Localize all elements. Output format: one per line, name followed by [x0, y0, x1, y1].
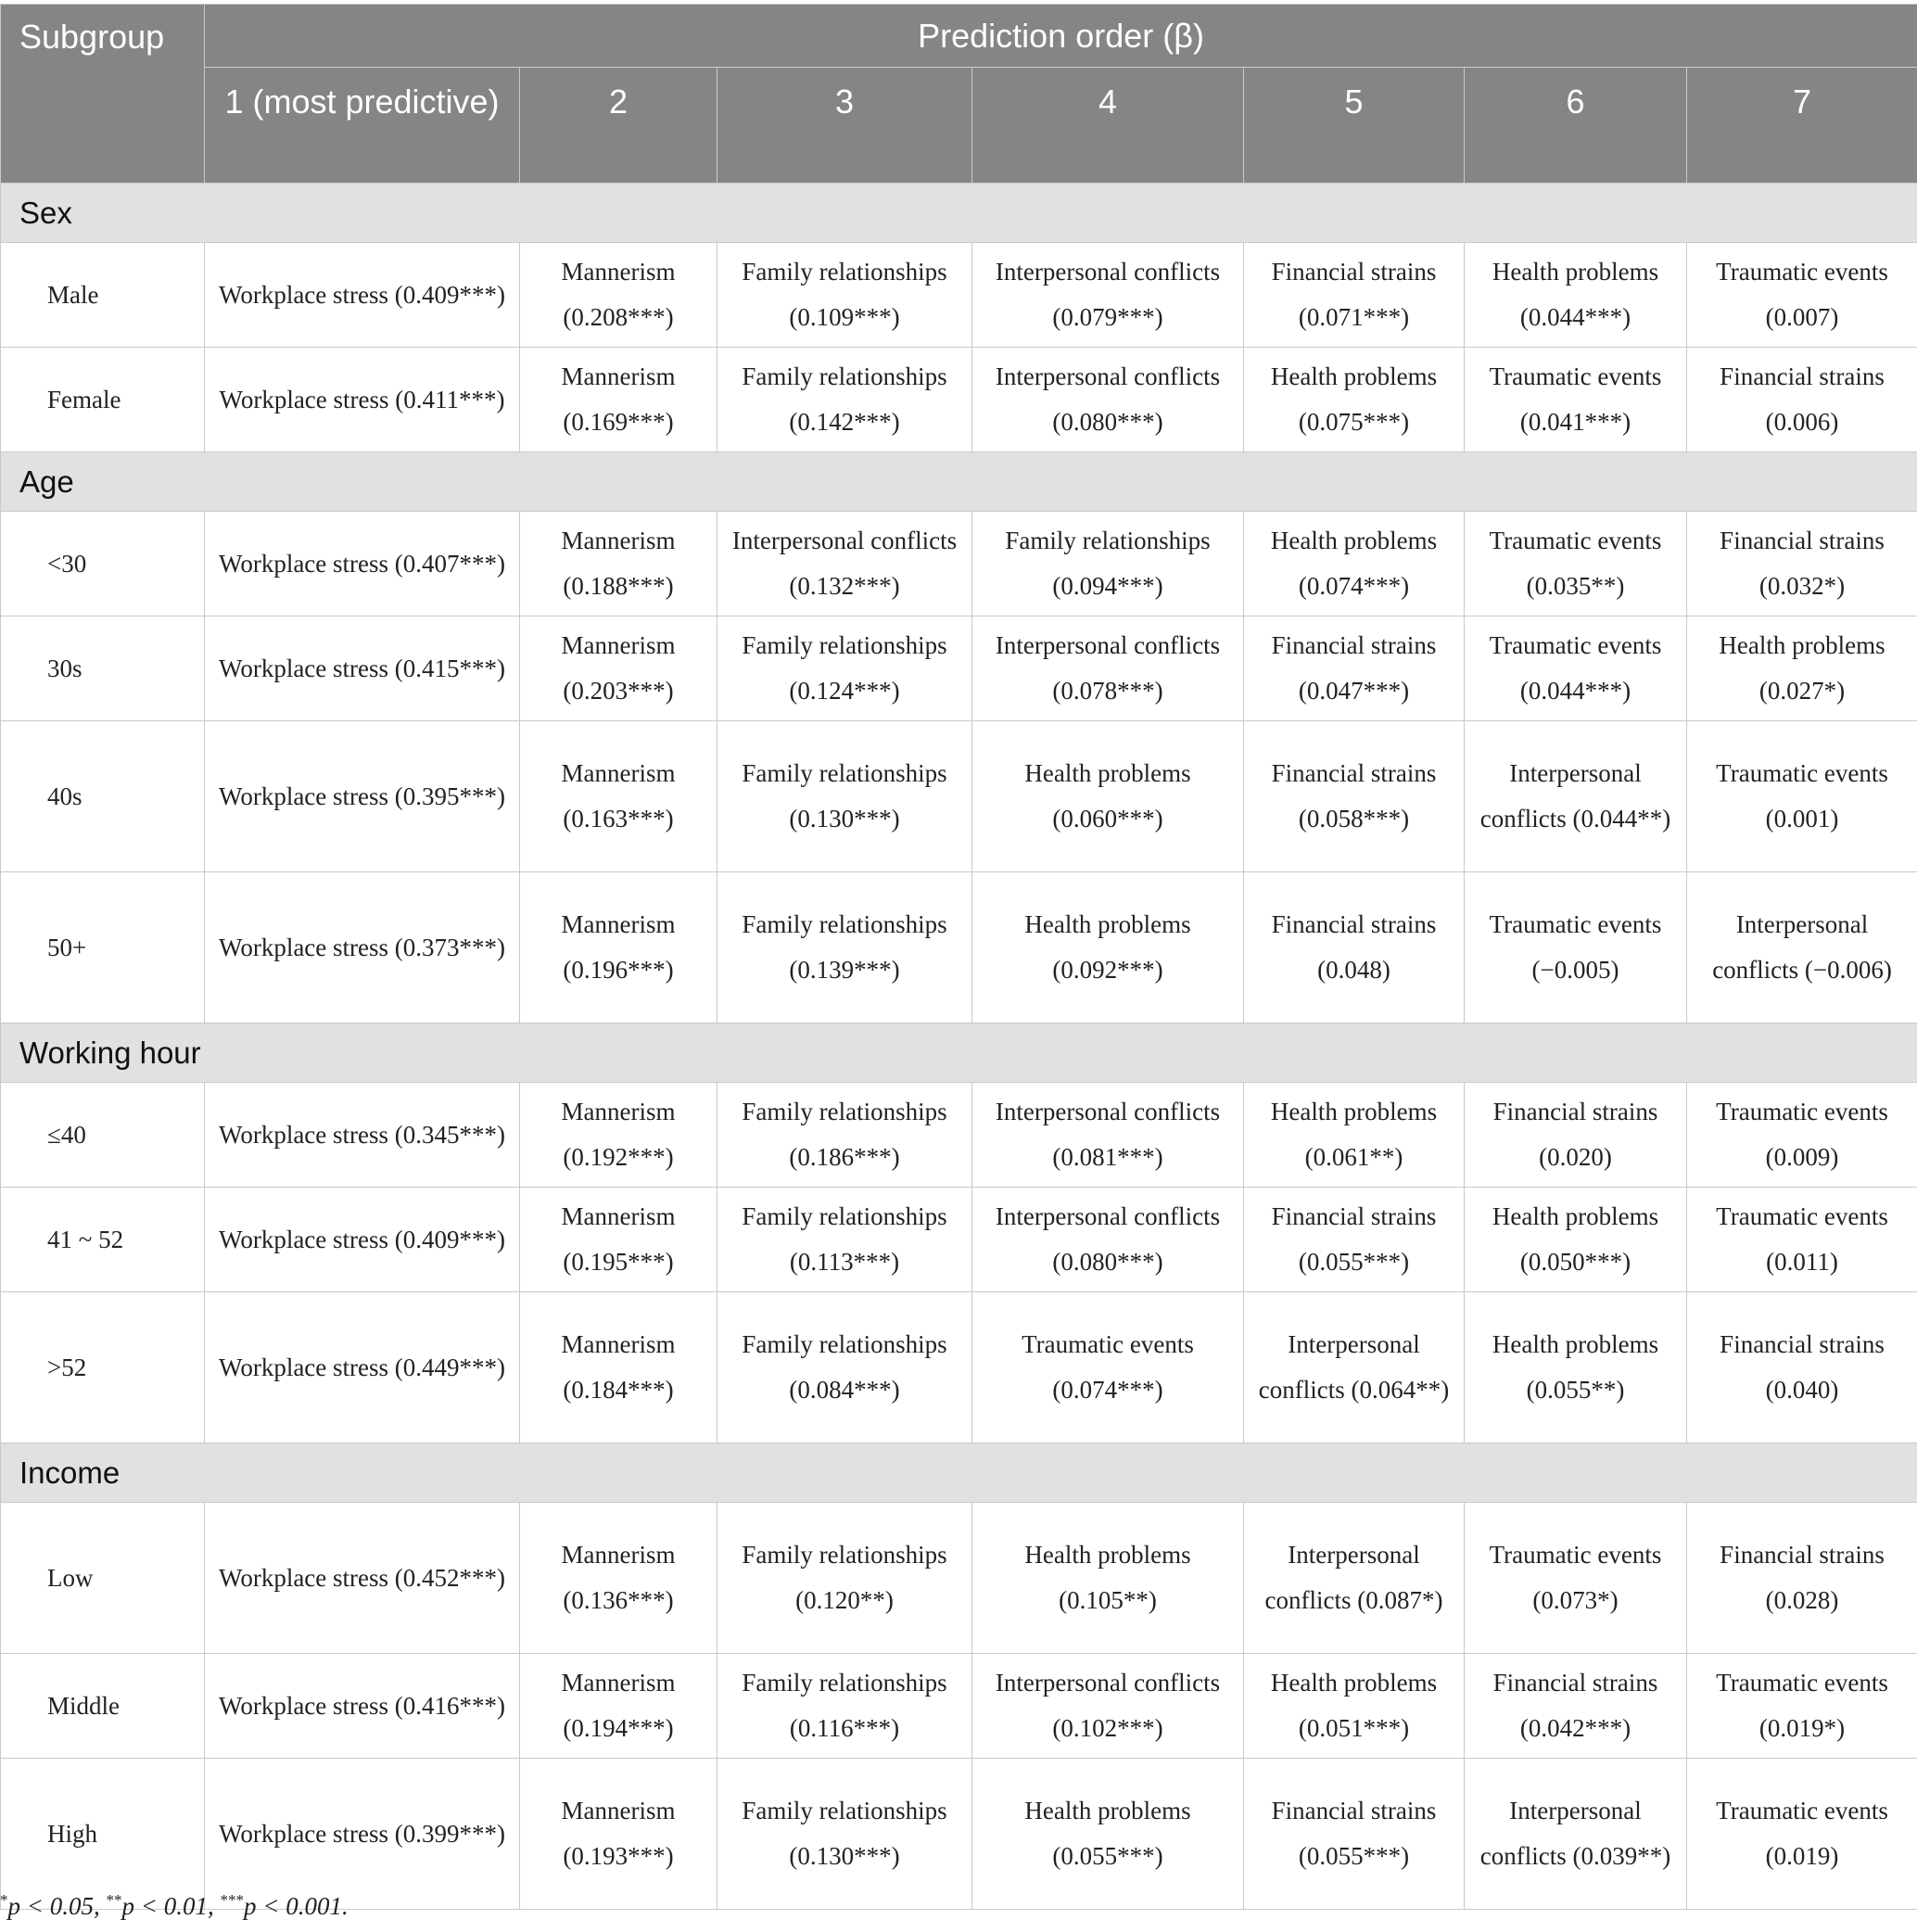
predictor-cell: Workplace stress (0.399***): [205, 1759, 520, 1910]
predictor-cell: Family relationships (0.130***): [717, 1759, 972, 1910]
table-row: [1, 1188, 1917, 1292]
predictor-cell: Health problems (0.027*): [1687, 616, 1917, 721]
predictor-cell: Mannerism (0.208***): [520, 243, 717, 348]
predictor-cell: Health problems (0.105**): [972, 1503, 1244, 1654]
predictor-cell: Mannerism (0.194***): [520, 1654, 717, 1759]
predictor-cell: Traumatic events (0.011): [1687, 1188, 1917, 1292]
predictor-cell: Workplace stress (0.449***): [205, 1292, 520, 1443]
predictor-cell: Interpersonal conflicts (0.102***): [972, 1654, 1244, 1759]
predictor-cell: Family relationships (0.142***): [717, 348, 972, 452]
predictor-cell: Interpersonal conflicts (0.064**): [1244, 1292, 1465, 1443]
predictor-cell: Interpersonal conflicts (0.079***): [972, 243, 1244, 348]
predictor-cell: Mannerism (0.195***): [520, 1188, 717, 1292]
section-title: Age: [1, 452, 1917, 512]
column-header: 3: [717, 68, 972, 184]
predictor-cell: Family relationships (0.186***): [717, 1083, 972, 1188]
predictor-cell: Health problems (0.075***): [1244, 348, 1465, 452]
section-row: [1, 452, 1917, 512]
predictor-cell: Financial strains (0.032*): [1687, 512, 1917, 616]
predictor-cell: Workplace stress (0.345***): [205, 1083, 520, 1188]
predictor-cell: Financial strains (0.020): [1465, 1083, 1687, 1188]
predictor-cell: Financial strains (0.071***): [1244, 243, 1465, 348]
subgroup-header: Subgroup: [1, 5, 205, 184]
predictor-cell: Interpersonal conflicts (0.080***): [972, 348, 1244, 452]
predictor-cell: Mannerism (0.196***): [520, 872, 717, 1023]
column-header: 6: [1465, 68, 1687, 184]
row-label: 40s: [1, 721, 205, 872]
column-header: 5: [1244, 68, 1465, 184]
table-row: [1, 348, 1917, 452]
row-label: 50+: [1, 872, 205, 1023]
column-header: 7: [1687, 68, 1917, 184]
predictor-cell: Mannerism (0.192***): [520, 1083, 717, 1188]
row-label: ≤40: [1, 1083, 205, 1188]
predictor-cell: Interpersonal conflicts (0.039**): [1465, 1759, 1687, 1910]
column-header: 4: [972, 68, 1244, 184]
predictor-cell: Traumatic events (0.074***): [972, 1292, 1244, 1443]
footnote-symbol: *: [0, 1891, 8, 1909]
predictor-cell: Traumatic events (−0.005): [1465, 872, 1687, 1023]
predictor-cell: Workplace stress (0.395***): [205, 721, 520, 872]
predictor-cell: Health problems (0.055**): [1465, 1292, 1687, 1443]
row-label: Middle: [1, 1654, 205, 1759]
predictor-cell: Family relationships (0.109***): [717, 243, 972, 348]
predictor-cell: Workplace stress (0.373***): [205, 872, 520, 1023]
row-label: 30s: [1, 616, 205, 721]
predictor-cell: Family relationships (0.139***): [717, 872, 972, 1023]
predictor-cell: Family relationships (0.084***): [717, 1292, 972, 1443]
section-row: [1, 1443, 1917, 1503]
predictor-cell: Workplace stress (0.407***): [205, 512, 520, 616]
predictor-cell: Mannerism (0.188***): [520, 512, 717, 616]
predictor-cell: Health problems (0.061**): [1244, 1083, 1465, 1188]
predictor-cell: Workplace stress (0.452***): [205, 1503, 520, 1654]
footnote-text: p < 0.05,: [7, 1892, 107, 1920]
section-title: Sex: [1, 184, 1917, 243]
predictor-cell: Health problems (0.050***): [1465, 1188, 1687, 1292]
predictor-cell: Workplace stress (0.409***): [205, 243, 520, 348]
predictor-cell: Mannerism (0.169***): [520, 348, 717, 452]
predictor-cell: Interpersonal conflicts (0.087*): [1244, 1503, 1465, 1654]
predictor-cell: Interpersonal conflicts (0.044**): [1465, 721, 1687, 872]
table-row: [1, 1654, 1917, 1759]
predictor-cell: Mannerism (0.163***): [520, 721, 717, 872]
predictor-cell: Traumatic events (0.019*): [1687, 1654, 1917, 1759]
row-label: <30: [1, 512, 205, 616]
predictor-cell: Interpersonal conflicts (0.080***): [972, 1188, 1244, 1292]
table-row: [1, 721, 1917, 872]
predictor-cell: Family relationships (0.124***): [717, 616, 972, 721]
predictor-cell: Financial strains (0.055***): [1244, 1759, 1465, 1910]
predictor-cell: Health problems (0.044***): [1465, 243, 1687, 348]
predictor-cell: Mannerism (0.193***): [520, 1759, 717, 1910]
predictor-cell: Health problems (0.055***): [972, 1759, 1244, 1910]
predictor-cell: Health problems (0.074***): [1244, 512, 1465, 616]
significance-footnote: [0, 1891, 349, 1921]
predictor-cell: Family relationships (0.120**): [717, 1503, 972, 1654]
row-label: Male: [1, 243, 205, 348]
predictor-cell: Mannerism (0.203***): [520, 616, 717, 721]
prediction-order-header: Prediction order (β): [205, 5, 1917, 68]
predictor-cell: Family relationships (0.116***): [717, 1654, 972, 1759]
row-label: High: [1, 1759, 205, 1910]
predictor-cell: Workplace stress (0.416***): [205, 1654, 520, 1759]
footnote-symbol: **: [106, 1891, 122, 1909]
predictor-cell: Financial strains (0.047***): [1244, 616, 1465, 721]
predictor-cell: Family relationships (0.130***): [717, 721, 972, 872]
predictor-cell: Traumatic events (0.035**): [1465, 512, 1687, 616]
predictor-cell: Traumatic events (0.009): [1687, 1083, 1917, 1188]
predictor-cell: Interpersonal conflicts (0.078***): [972, 616, 1244, 721]
predictor-cell: Health problems (0.051***): [1244, 1654, 1465, 1759]
column-header: 1 (most predictive): [205, 68, 520, 184]
predictor-cell: Mannerism (0.184***): [520, 1292, 717, 1443]
predictor-cell: Workplace stress (0.415***): [205, 616, 520, 721]
predictor-cell: Traumatic events (0.001): [1687, 721, 1917, 872]
predictor-cell: Financial strains (0.042***): [1465, 1654, 1687, 1759]
predictor-cell: Financial strains (0.055***): [1244, 1188, 1465, 1292]
predictor-cell: Traumatic events (0.007): [1687, 243, 1917, 348]
footnote-text: p < 0.01,: [121, 1892, 221, 1920]
row-label: >52: [1, 1292, 205, 1443]
column-header: 2: [520, 68, 717, 184]
section-row: [1, 184, 1917, 243]
predictor-cell: Traumatic events (0.041***): [1465, 348, 1687, 452]
section-title: Income: [1, 1443, 1917, 1503]
table-row: [1, 512, 1917, 616]
predictor-cell: Mannerism (0.136***): [520, 1503, 717, 1654]
predictor-cell: Health problems (0.060***): [972, 721, 1244, 872]
predictor-cell: Family relationships (0.094***): [972, 512, 1244, 616]
results-table: [0, 4, 1917, 1910]
footnote-text: p < 0.001.: [243, 1892, 349, 1920]
predictor-cell: Workplace stress (0.409***): [205, 1188, 520, 1292]
row-label: Female: [1, 348, 205, 452]
table-row: [1, 1292, 1917, 1443]
predictor-cell: Financial strains (0.028): [1687, 1503, 1917, 1654]
section-title: Working hour: [1, 1023, 1917, 1083]
footnote-symbol: ***: [220, 1891, 244, 1909]
table-row: [1, 872, 1917, 1023]
section-row: [1, 1023, 1917, 1083]
table-row: [1, 1503, 1917, 1654]
predictor-cell: Interpersonal conflicts (−0.006): [1687, 872, 1917, 1023]
predictor-cell: Traumatic events (0.019): [1687, 1759, 1917, 1910]
predictor-cell: Financial strains (0.048): [1244, 872, 1465, 1023]
table-row: [1, 1759, 1917, 1910]
predictor-cell: Family relationships (0.113***): [717, 1188, 972, 1292]
predictor-cell: Financial strains (0.040): [1687, 1292, 1917, 1443]
table-row: [1, 243, 1917, 348]
predictor-cell: Financial strains (0.058***): [1244, 721, 1465, 872]
predictor-cell: Interpersonal conflicts (0.081***): [972, 1083, 1244, 1188]
predictor-cell: Workplace stress (0.411***): [205, 348, 520, 452]
predictor-cell: Health problems (0.092***): [972, 872, 1244, 1023]
predictor-cell: Financial strains (0.006): [1687, 348, 1917, 452]
row-label: 41 ~ 52: [1, 1188, 205, 1292]
predictor-cell: Traumatic events (0.044***): [1465, 616, 1687, 721]
table-row: [1, 1083, 1917, 1188]
predictor-cell: Interpersonal conflicts (0.132***): [717, 512, 972, 616]
predictor-cell: Traumatic events (0.073*): [1465, 1503, 1687, 1654]
row-label: Low: [1, 1503, 205, 1654]
table-row: [1, 616, 1917, 721]
